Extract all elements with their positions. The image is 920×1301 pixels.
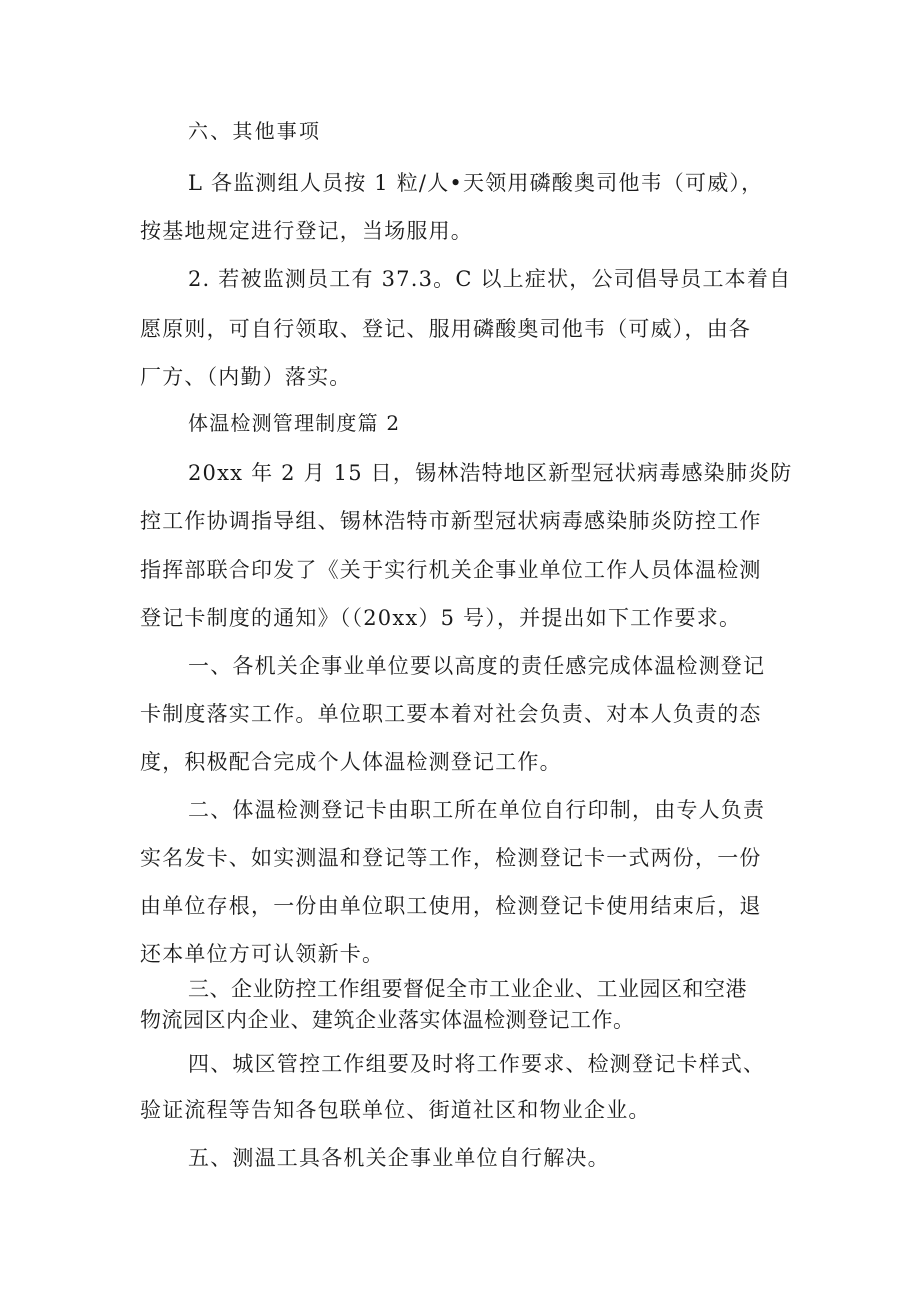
paragraph-line: 四、城区管控工作组要及时将工作要求、检测登记卡样式、 <box>188 1052 766 1076</box>
paragraph-line: 物流园区内企业、建筑企业落实体温检测登记工作。 <box>140 1008 635 1032</box>
paragraph-line: 由单位存根，一份由单位职工使用，检测登记卡使用结束后，退 <box>140 894 762 918</box>
paragraph-line: L 各监测组人员按 1 粒/人•天领用磷酸奥司他韦（可威）， <box>188 171 764 195</box>
paragraph-line: 愿原则，可自行领取、登记、服用磷酸奥司他韦（可威），由各 <box>140 317 752 341</box>
paragraph-line: 还本单位方可认领新卡。 <box>140 942 385 966</box>
paragraph-line: 厂方、（内勤）落实。 <box>140 365 352 389</box>
paragraph-line: 度，积极配合完成个人体温检测登记工作。 <box>140 750 562 774</box>
paragraph-line: 一、各机关企事业单位要以高度的责任感完成体温检测登记 <box>188 654 766 678</box>
article-heading: 体温检测管理制度篇 2 <box>188 411 401 435</box>
paragraph-line: 20xx 年 2 月 15 日，锡林浩特地区新型冠状病毒感染肺炎防 <box>188 461 793 485</box>
paragraph-line: 三、企业防控工作组要督促全市工业企业、工业园区和空港 <box>188 977 747 1001</box>
paragraph-line: 控工作协调指导组、锡林浩特市新型冠状病毒感染肺炎防控工作 <box>140 509 762 533</box>
paragraph-line: 实名发卡、如实测温和登记等工作，检测登记卡一式两份，一份 <box>140 846 762 870</box>
paragraph-line: 2. 若被监测员工有 37.3。C 以上症状，公司倡导员工本着自 <box>188 267 792 291</box>
paragraph-line: 五、测温工具各机关企事业单位自行解决。 <box>188 1146 610 1170</box>
section-heading-other-matters: 六、其他事项 <box>188 119 322 143</box>
paragraph-line: 验证流程等告知各包联单位、街道社区和物业企业。 <box>140 1098 651 1122</box>
paragraph-line: 登记卡制度的通知》（（20xx）5 号），并提出如下工作要求。 <box>140 606 742 630</box>
paragraph-line: 按基地规定进行登记，当场服用。 <box>140 219 473 243</box>
paragraph-line: 指挥部联合印发了《关于实行机关企事业单位工作人员体温检测 <box>140 558 762 582</box>
paragraph-line: 二、体温检测登记卡由职工所在单位自行印制，由专人负责 <box>188 798 766 822</box>
paragraph-line: 卡制度落实工作。单位职工要本着对社会负责、对本人负责的态 <box>140 702 762 726</box>
